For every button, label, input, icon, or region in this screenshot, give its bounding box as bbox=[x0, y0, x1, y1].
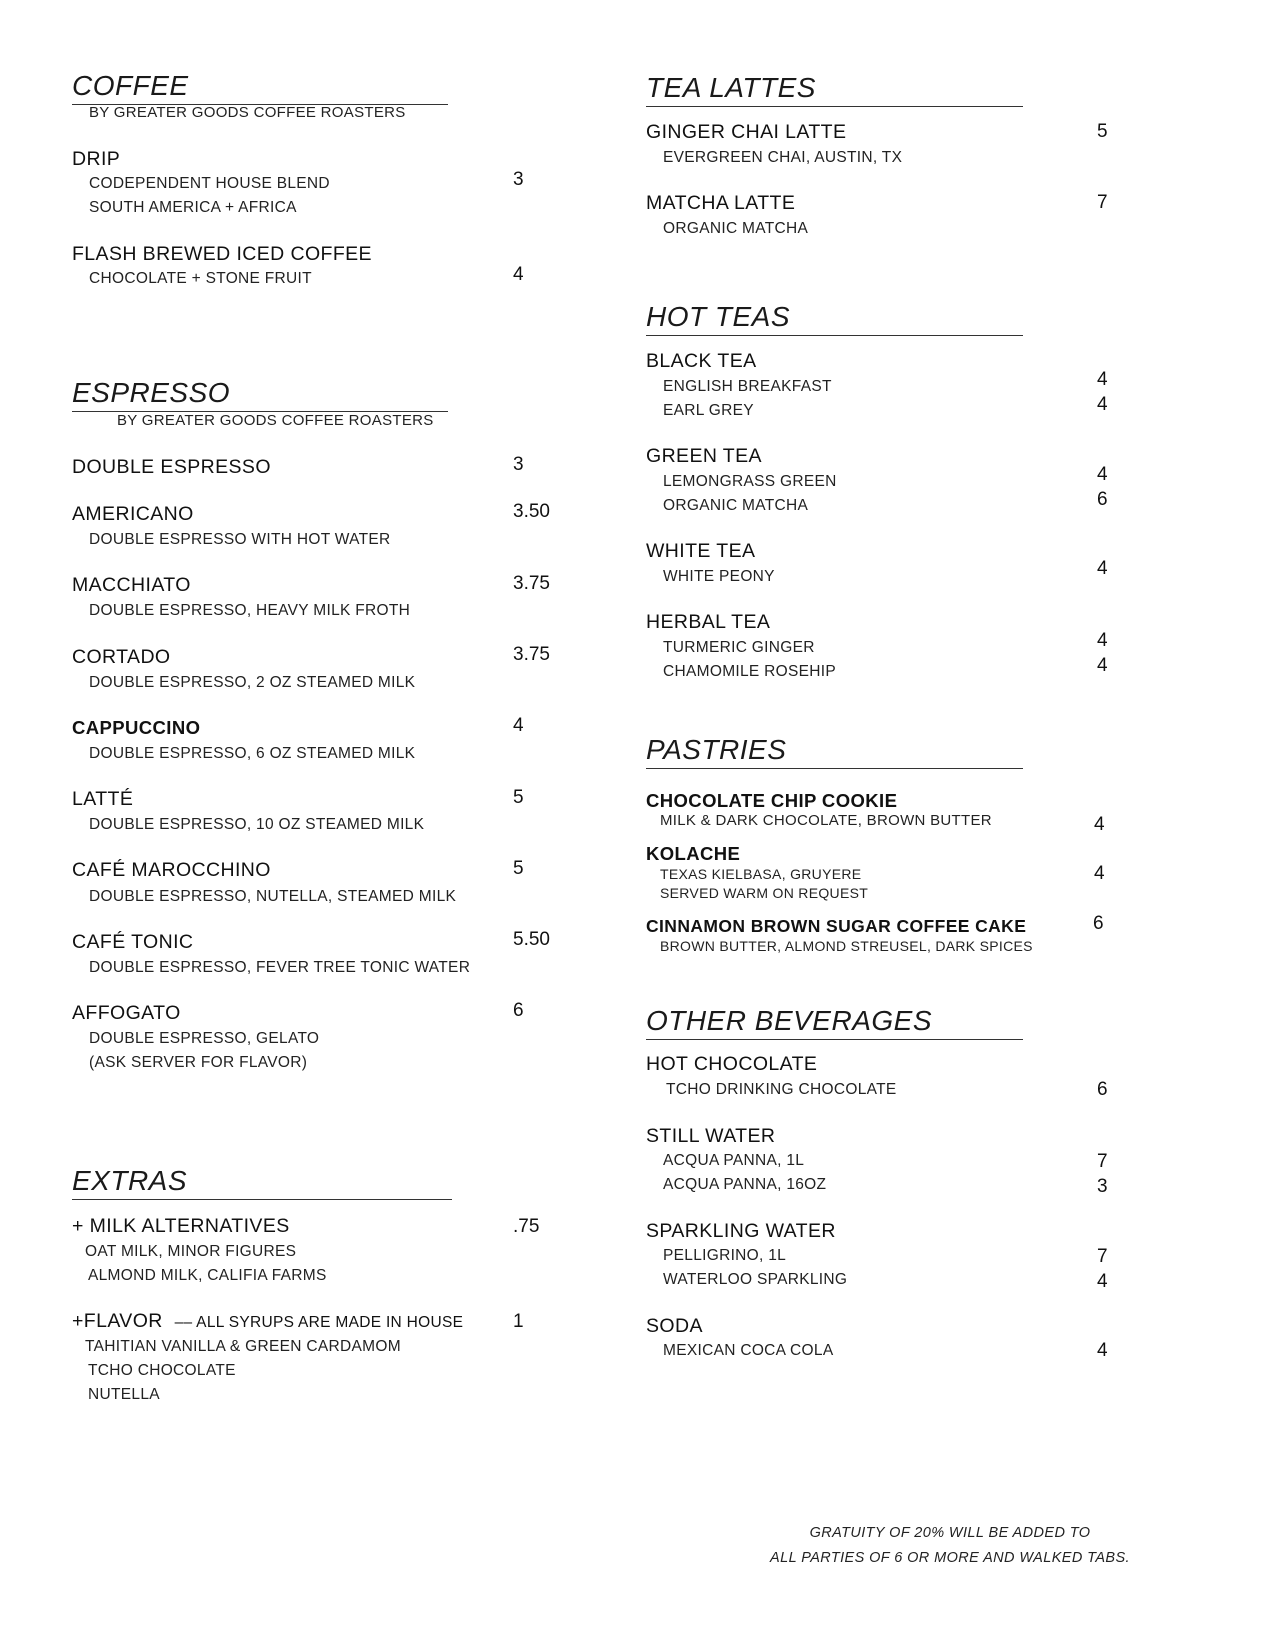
item-kolache-desc bbox=[660, 865, 868, 903]
item-herbal-tea-price-1: 4 bbox=[1097, 630, 1108, 651]
item-coffee-cake-name: CINNAMON BROWN SUGAR COFFEE CAKE bbox=[646, 916, 1027, 936]
item-flavor-desc-line3: NUTELLA bbox=[88, 1386, 160, 1403]
item-matcha-latte-price: 7 bbox=[1097, 192, 1108, 213]
coffee-section-title: COFFEE bbox=[72, 68, 448, 105]
item-flash-brewed-price: 4 bbox=[513, 264, 524, 285]
pastries-section-title: PASTRIES bbox=[646, 732, 1023, 769]
item-double-espresso-name: DOUBLE ESPRESSO bbox=[72, 456, 271, 478]
item-latte-desc: DOUBLE ESPRESSO, 10 OZ STEAMED MILK bbox=[89, 816, 425, 833]
item-kolache-price: 4 bbox=[1094, 863, 1105, 884]
item-macchiato-name: MACCHIATO bbox=[72, 574, 191, 596]
item-ginger-chai-name: GINGER CHAI LATTE bbox=[646, 121, 847, 143]
item-coffee-cake-desc: BROWN BUTTER, ALMOND STREUSEL, DARK SPICES bbox=[660, 938, 1033, 954]
item-green-tea-prices bbox=[1097, 462, 1108, 512]
item-black-tea-price-1: 4 bbox=[1097, 369, 1108, 390]
item-cookie-name: CHOCOLATE CHIP COOKIE bbox=[646, 790, 898, 811]
item-matcha-latte-desc: ORGANIC MATCHA bbox=[663, 220, 809, 237]
item-latte-price: 5 bbox=[513, 787, 524, 808]
item-hot-chocolate-price: 6 bbox=[1097, 1079, 1108, 1100]
item-cafe-tonic-price: 5.50 bbox=[513, 929, 550, 950]
item-drip-desc-line2: SOUTH AMERICA + AFRICA bbox=[89, 199, 297, 216]
item-cortado-price: 3.75 bbox=[513, 644, 550, 665]
item-green-tea-price-1: 4 bbox=[1097, 464, 1108, 485]
item-flavor-desc-line2: TCHO CHOCOLATE bbox=[88, 1362, 236, 1379]
item-sparkling-water-prices bbox=[1097, 1244, 1108, 1294]
item-hot-chocolate-name: HOT CHOCOLATE bbox=[646, 1053, 818, 1075]
item-kolache-desc-line2: SERVED WARM ON REQUEST bbox=[660, 885, 869, 901]
gratuity-note-line1: GRATUITY OF 20% WILL BE ADDED TO bbox=[809, 1525, 1091, 1541]
item-herbal-tea-desc-line2: CHAMOMILE ROSEHIP bbox=[663, 663, 837, 680]
item-flavor-desc bbox=[85, 1335, 401, 1407]
item-black-tea-name: BLACK TEA bbox=[646, 350, 757, 372]
item-still-water-prices bbox=[1097, 1149, 1108, 1199]
item-black-tea-desc-line2: EARL GREY bbox=[663, 402, 754, 419]
espresso-subtitle: BY GREATER GOODS COFFEE ROASTERS bbox=[117, 412, 434, 429]
item-macchiato-price: 3.75 bbox=[513, 573, 550, 594]
item-americano-name: AMERICANO bbox=[72, 503, 194, 525]
item-affogato-desc-line1: DOUBLE ESPRESSO, GELATO bbox=[89, 1030, 320, 1047]
other-beverages-section-title: OTHER BEVERAGES bbox=[646, 1003, 1023, 1040]
item-cappuccino-name: CAPPUCCINO bbox=[72, 717, 201, 738]
item-flavor-row bbox=[72, 1310, 463, 1333]
item-green-tea-desc bbox=[663, 470, 837, 518]
item-cappuccino-price: 4 bbox=[513, 715, 524, 736]
item-black-tea-desc-line1: ENGLISH BREAKFAST bbox=[663, 378, 832, 395]
item-flavor-desc-line1: TAHITIAN VANILLA & GREEN CARDAMOM bbox=[85, 1338, 401, 1355]
item-americano-price: 3.50 bbox=[513, 501, 550, 522]
item-drip-desc-line1: CODEPENDENT HOUSE BLEND bbox=[89, 175, 330, 192]
espresso-section-title: ESPRESSO bbox=[72, 375, 448, 412]
item-flavor-price: 1 bbox=[513, 1311, 524, 1332]
coffee-subtitle: BY GREATER GOODS COFFEE ROASTERS bbox=[89, 104, 406, 121]
item-cafe-tonic-name: CAFÉ TONIC bbox=[72, 931, 194, 953]
item-white-tea-name: WHITE TEA bbox=[646, 540, 756, 562]
item-herbal-tea-prices bbox=[1097, 628, 1108, 678]
item-kolache-desc-line1: TEXAS KIELBASA, GRUYERE bbox=[660, 866, 862, 882]
item-flash-brewed-desc: CHOCOLATE + STONE FRUIT bbox=[89, 270, 312, 287]
item-black-tea-prices bbox=[1097, 367, 1108, 417]
item-ginger-chai-price: 5 bbox=[1097, 121, 1108, 142]
item-affogato-desc-line2: (ASK SERVER FOR FLAVOR) bbox=[89, 1054, 308, 1071]
item-black-tea-price-2: 4 bbox=[1097, 394, 1108, 415]
item-milk-alternatives-desc bbox=[85, 1240, 327, 1288]
item-sparkling-water-desc bbox=[663, 1244, 847, 1292]
item-ginger-chai-desc: EVERGREEN CHAI, AUSTIN, TX bbox=[663, 149, 903, 166]
item-cafe-marocchino-price: 5 bbox=[513, 858, 524, 879]
item-drip-price: 3 bbox=[513, 169, 524, 190]
hot-teas-section-title: HOT TEAS bbox=[646, 299, 1023, 336]
item-cortado-desc: DOUBLE ESPRESSO, 2 OZ STEAMED MILK bbox=[89, 674, 416, 691]
item-sparkling-water-name: SPARKLING WATER bbox=[646, 1220, 836, 1242]
item-still-water-desc-line1: ACQUA PANNA, 1L bbox=[663, 1152, 805, 1169]
item-hot-chocolate-desc: TCHO DRINKING CHOCOLATE bbox=[666, 1081, 897, 1098]
item-green-tea-name: GREEN TEA bbox=[646, 445, 762, 467]
item-white-tea-desc: WHITE PEONY bbox=[663, 568, 775, 585]
item-black-tea-desc bbox=[663, 375, 832, 423]
item-sparkling-water-price-2: 4 bbox=[1097, 1271, 1108, 1292]
item-soda-price: 4 bbox=[1097, 1340, 1108, 1361]
item-milk-alternatives-name: + MILK ALTERNATIVES bbox=[72, 1215, 290, 1237]
item-cookie-price: 4 bbox=[1094, 814, 1105, 835]
item-cortado-name: CORTADO bbox=[72, 646, 171, 668]
item-still-water-desc bbox=[663, 1149, 826, 1197]
item-herbal-tea-desc bbox=[663, 636, 836, 684]
item-cafe-marocchino-desc: DOUBLE ESPRESSO, NUTELLA, STEAMED MILK bbox=[89, 888, 457, 905]
item-double-espresso-price: 3 bbox=[513, 454, 524, 475]
item-matcha-latte-name: MATCHA LATTE bbox=[646, 192, 796, 214]
tea-lattes-section-title: TEA LATTES bbox=[646, 70, 1023, 107]
item-flash-brewed-name: FLASH BREWED ICED COFFEE bbox=[72, 243, 372, 265]
item-herbal-tea-name: HERBAL TEA bbox=[646, 611, 771, 633]
item-soda-name: SODA bbox=[646, 1315, 703, 1337]
item-flavor-name: +FLAVOR bbox=[72, 1310, 163, 1332]
item-herbal-tea-price-2: 4 bbox=[1097, 655, 1108, 676]
item-cappuccino-desc: DOUBLE ESPRESSO, 6 OZ STEAMED MILK bbox=[89, 745, 416, 762]
item-affogato-desc bbox=[89, 1027, 319, 1075]
item-cafe-tonic-desc: DOUBLE ESPRESSO, FEVER TREE TONIC WATER bbox=[89, 959, 471, 976]
item-latte-name: LATTÉ bbox=[72, 788, 134, 810]
item-soda-desc: MEXICAN COCA COLA bbox=[663, 1342, 834, 1359]
item-still-water-price-1: 7 bbox=[1097, 1151, 1108, 1172]
item-americano-desc: DOUBLE ESPRESSO WITH HOT WATER bbox=[89, 531, 391, 548]
item-green-tea-desc-line2: ORGANIC MATCHA bbox=[663, 497, 809, 514]
item-milk-alternatives-desc-line2: ALMOND MILK, CALIFIA FARMS bbox=[88, 1267, 327, 1284]
item-macchiato-desc: DOUBLE ESPRESSO, HEAVY MILK FROTH bbox=[89, 602, 411, 619]
item-kolache-name: KOLACHE bbox=[646, 843, 741, 864]
item-still-water-desc-line2: ACQUA PANNA, 16OZ bbox=[663, 1176, 827, 1193]
item-drip-name: DRIP bbox=[72, 148, 121, 170]
item-affogato-name: AFFOGATO bbox=[72, 1002, 181, 1024]
item-herbal-tea-desc-line1: TURMERIC GINGER bbox=[663, 639, 815, 656]
item-cafe-marocchino-name: CAFÉ MAROCCHINO bbox=[72, 859, 271, 881]
item-sparkling-water-desc-line1: PELLIGRINO, 1L bbox=[663, 1247, 787, 1264]
extras-section-title: EXTRAS bbox=[72, 1163, 452, 1200]
item-green-tea-price-2: 6 bbox=[1097, 489, 1108, 510]
item-affogato-price: 6 bbox=[513, 1000, 524, 1021]
item-coffee-cake-price: 6 bbox=[1093, 913, 1104, 934]
item-white-tea-price: 4 bbox=[1097, 558, 1108, 579]
gratuity-note bbox=[740, 1521, 1160, 1571]
item-drip-desc bbox=[89, 172, 330, 220]
gratuity-note-line2: ALL PARTIES OF 6 OR MORE AND WALKED TABS. bbox=[770, 1550, 1130, 1566]
item-still-water-price-2: 3 bbox=[1097, 1176, 1108, 1197]
item-still-water-name: STILL WATER bbox=[646, 1125, 776, 1147]
item-cookie-desc: MILK & DARK CHOCOLATE, BROWN BUTTER bbox=[660, 812, 992, 829]
item-sparkling-water-price-1: 7 bbox=[1097, 1246, 1108, 1267]
item-milk-alternatives-price: .75 bbox=[513, 1216, 540, 1237]
item-green-tea-desc-line1: LEMONGRASS GREEN bbox=[663, 473, 837, 490]
item-sparkling-water-desc-line2: WATERLOO SPARKLING bbox=[663, 1271, 848, 1288]
item-flavor-note: –– ALL SYRUPS ARE MADE IN HOUSE bbox=[174, 1314, 464, 1331]
item-milk-alternatives-desc-line1: OAT MILK, MINOR FIGURES bbox=[85, 1243, 297, 1260]
